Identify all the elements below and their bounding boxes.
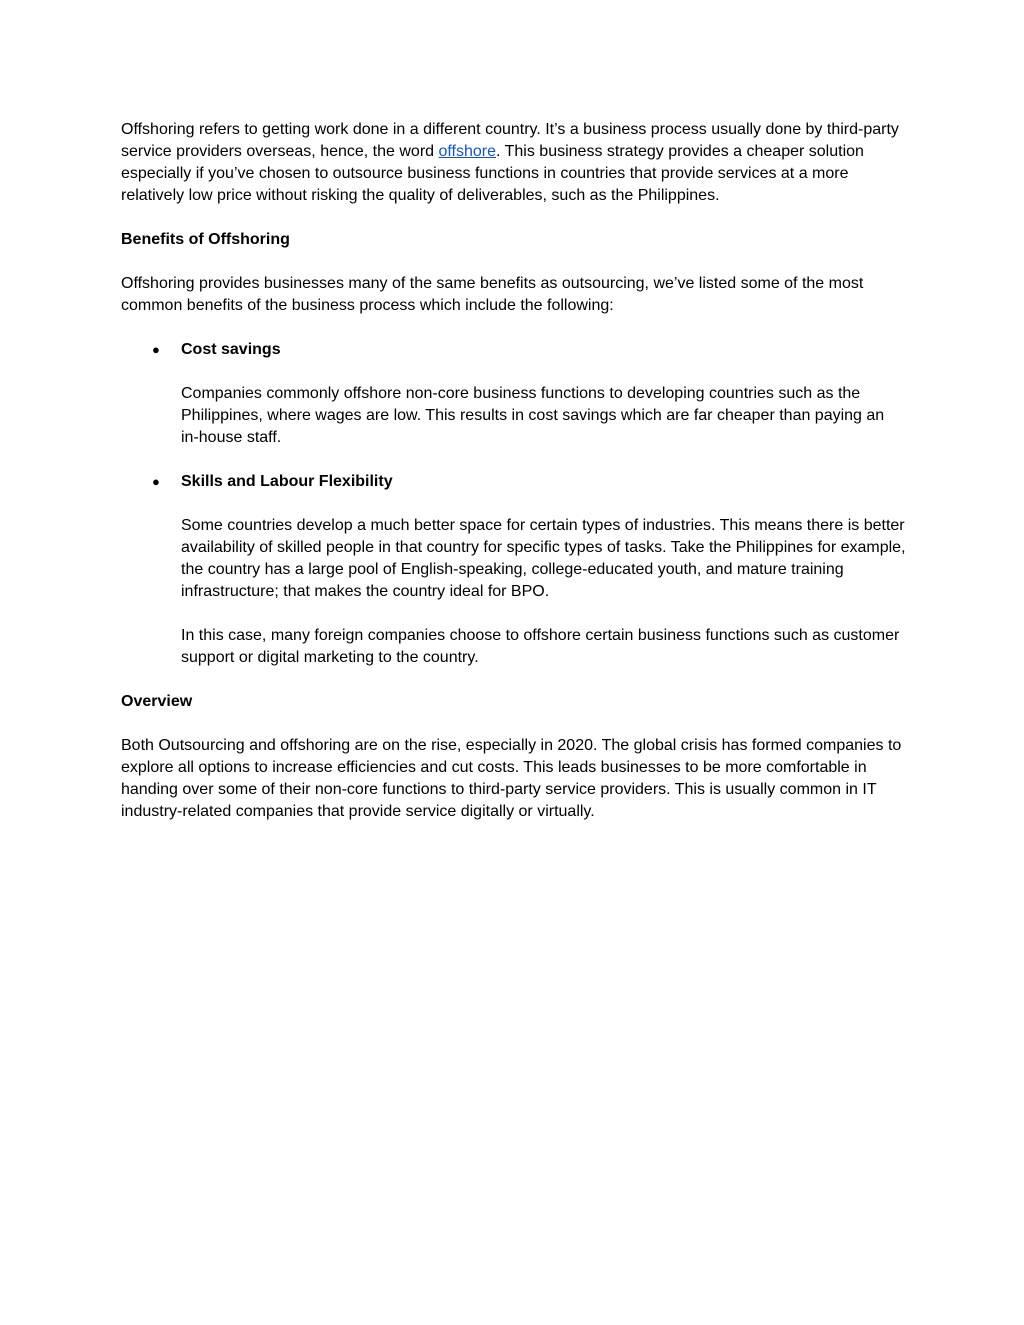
bullet-item-cost-savings xyxy=(121,339,906,361)
benefits-intro-paragraph: Offshoring provides businesses many of the same benefits as outsourcing, we’ve listed some of the most common benefits of the business process which include the following: xyxy=(121,275,864,314)
offshore-link[interactable]: offshore xyxy=(438,143,497,160)
cost-savings-paragraph: Companies commonly offshore non-core business functions to developing countries such as the Philippines, where wages are low. This results in cost savings which are far cheaper than paying an in-house staff. xyxy=(181,385,885,446)
bullet-item-skills-flexibility xyxy=(121,471,906,493)
skills-paragraph-2: In this case, many foreign companies choose to offshore certain business functions such as customer support or digital marketing to the country. xyxy=(181,627,900,666)
intro-text-after-link: . This business strategy provides a cheaper solution especially if you’ve chosen to outsource business functions in countries that provide services at a more relatively low price without risking the quality of deliverables, such as the Philippines. xyxy=(121,143,864,204)
intro-text-before-link: Offshoring refers to getting work done in a different country. It’s a business process usually done by third-party service providers overseas, hence, the word xyxy=(121,121,899,160)
bullet-dot-icon: ● xyxy=(152,474,160,489)
benefits-heading: Benefits of Offshoring xyxy=(121,231,290,248)
document-page xyxy=(121,119,906,823)
overview-paragraph: Both Outsourcing and offshoring are on the rise, especially in 2020. The global crisis has formed companies to explore all options to increase efficiencies and cut costs. This leads businesses to be more comfortable in handing over some of their non-core functions to third-party service providers. This is usually common in IT industry-related companies that provide service digitally or virtually. xyxy=(121,737,902,820)
bullet-dot-icon: ● xyxy=(152,342,160,357)
bullet-title-cost-savings: Cost savings xyxy=(181,341,281,358)
intro-paragraph xyxy=(121,119,906,207)
bullet-title-skills-flexibility: Skills and Labour Flexibility xyxy=(181,473,393,490)
skills-paragraph-1: Some countries develop a much better space for certain types of industries. This means there is better availability of skilled people in that country for specific types of tasks. Take the Philippines for example, the country has a large pool of English-speaking, college-educated youth, and mature training infrastructure; that makes the country ideal for BPO. xyxy=(181,517,906,600)
overview-heading: Overview xyxy=(121,693,193,710)
